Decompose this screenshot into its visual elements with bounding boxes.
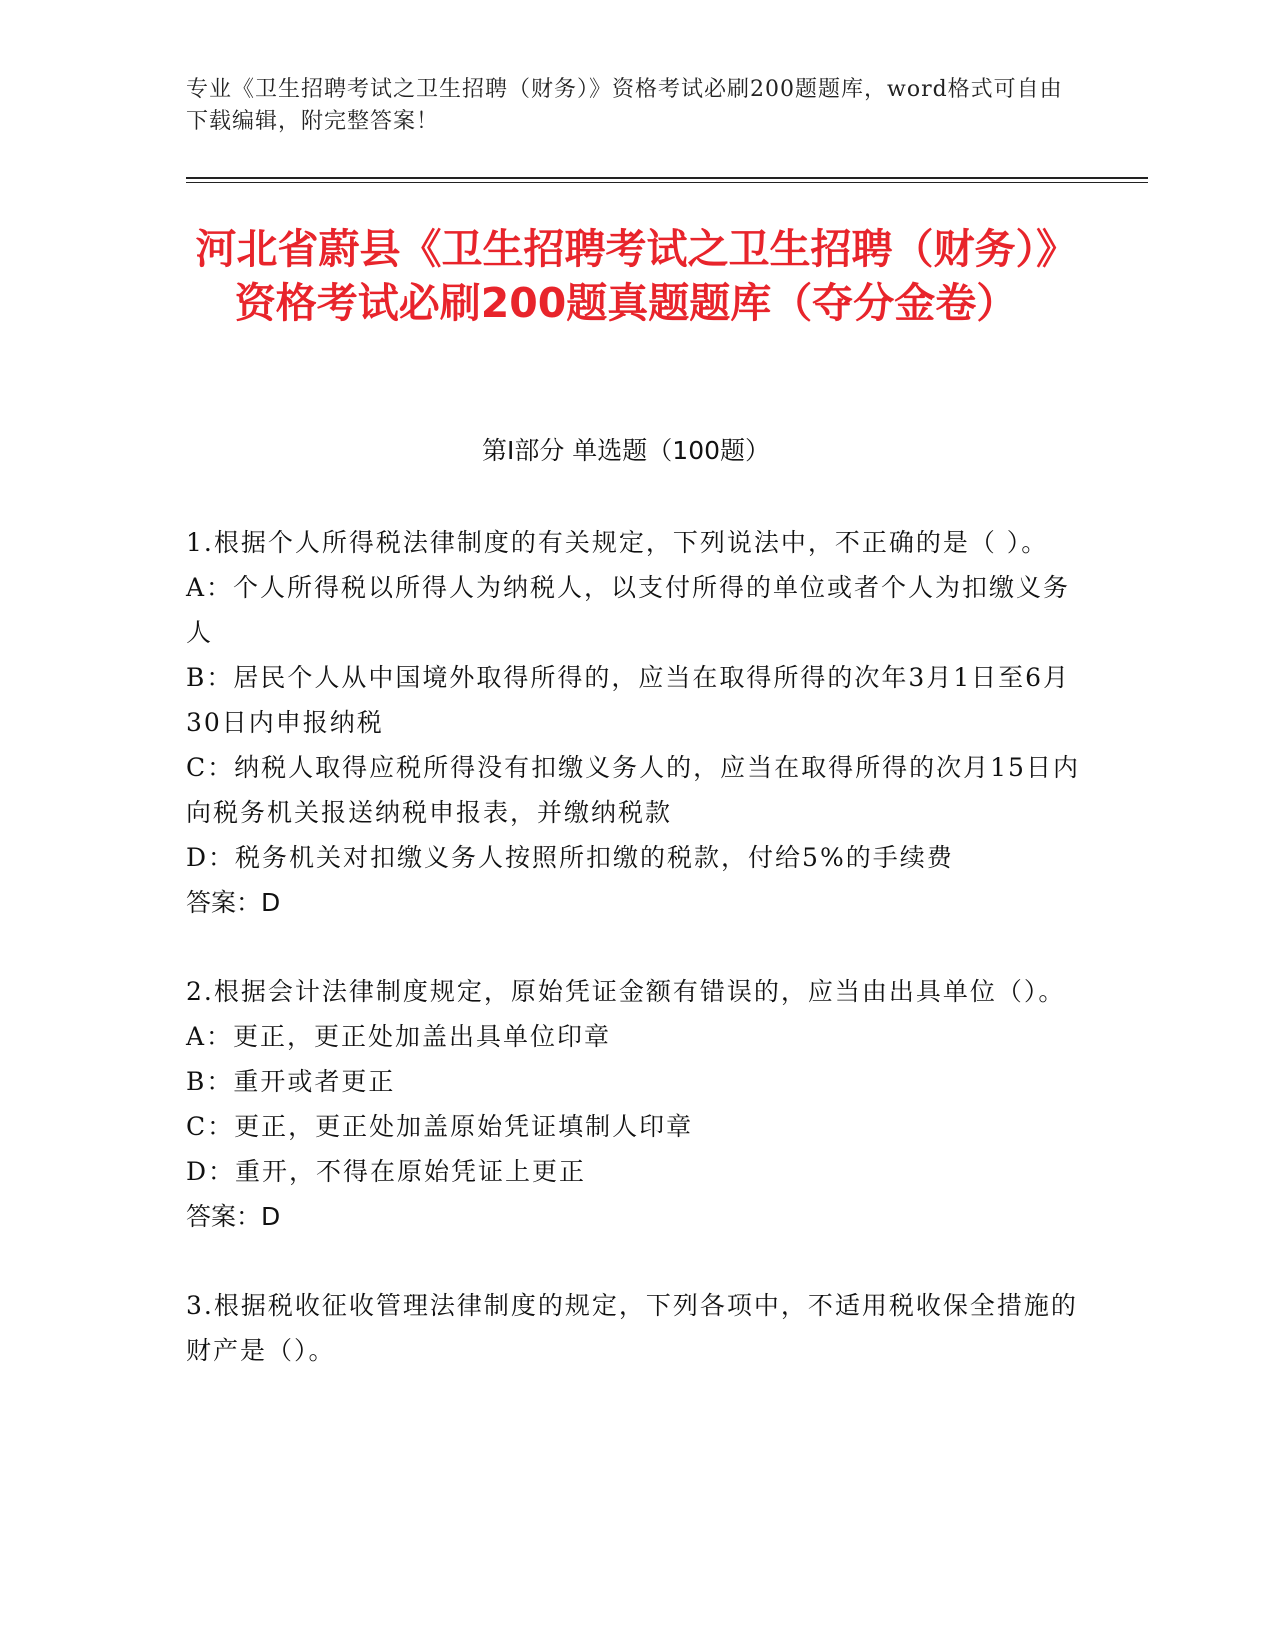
answer-line: 答案：D [186, 1202, 281, 1231]
option-c: C：纳税人取得应税所得没有扣缴义务人的，应当在取得所得的次月15日内向税务机关报送纳税申报表，并缴纳税款 [186, 753, 1080, 827]
header-divider-thick [186, 177, 1148, 179]
question-stem: 3.根据税收征收管理法律制度的规定，下列各项中，不适用税收保全措施的财产是（）。 [186, 1291, 1078, 1365]
option-c: C：更正，更正处加盖原始凭证填制人印章 [186, 1112, 694, 1141]
question-2 [186, 969, 1086, 1239]
header-divider-thin [186, 182, 1148, 183]
option-b: B：居民个人从中国境外取得所得的，应当在取得所得的次年3月1日至6月30日内申报纳税 [186, 663, 1071, 737]
question-list [186, 520, 1086, 1417]
option-b: B：重开或者更正 [186, 1067, 396, 1096]
answer-line: 答案：D [186, 888, 281, 917]
option-a: A：更正，更正处加盖出具单位印章 [186, 1022, 612, 1051]
document-title: 河北省蔚县《卫生招聘考试之卫生招聘（财务）》资格考试必刷200题真题题库（夺分金卷） [195, 225, 1057, 327]
option-d: D：税务机关对扣缴义务人按照所扣缴的税款，付给5%的手续费 [186, 843, 954, 872]
option-a: A：个人所得税以所得人为纳税人，以支付所得的单位或者个人为扣缴义务人 [186, 573, 1071, 647]
question-1 [186, 520, 1086, 925]
question-stem: 1.根据个人所得税法律制度的有关规定，下列说法中，不正确的是（ ）。 [186, 528, 1049, 557]
question-3 [186, 1283, 1086, 1373]
section-heading: 第Ⅰ部分 单选题（100题） [481, 436, 771, 465]
option-d: D：重开，不得在原始凭证上更正 [186, 1157, 587, 1186]
question-stem: 2.根据会计法律制度规定，原始凭证金额有错误的，应当由出具单位（）。 [186, 977, 1066, 1006]
header-note: 专业《卫生招聘考试之卫生招聘（财务）》资格考试必刷200题题库，word格式可自由下载编辑，附完整答案！ [186, 77, 1063, 134]
